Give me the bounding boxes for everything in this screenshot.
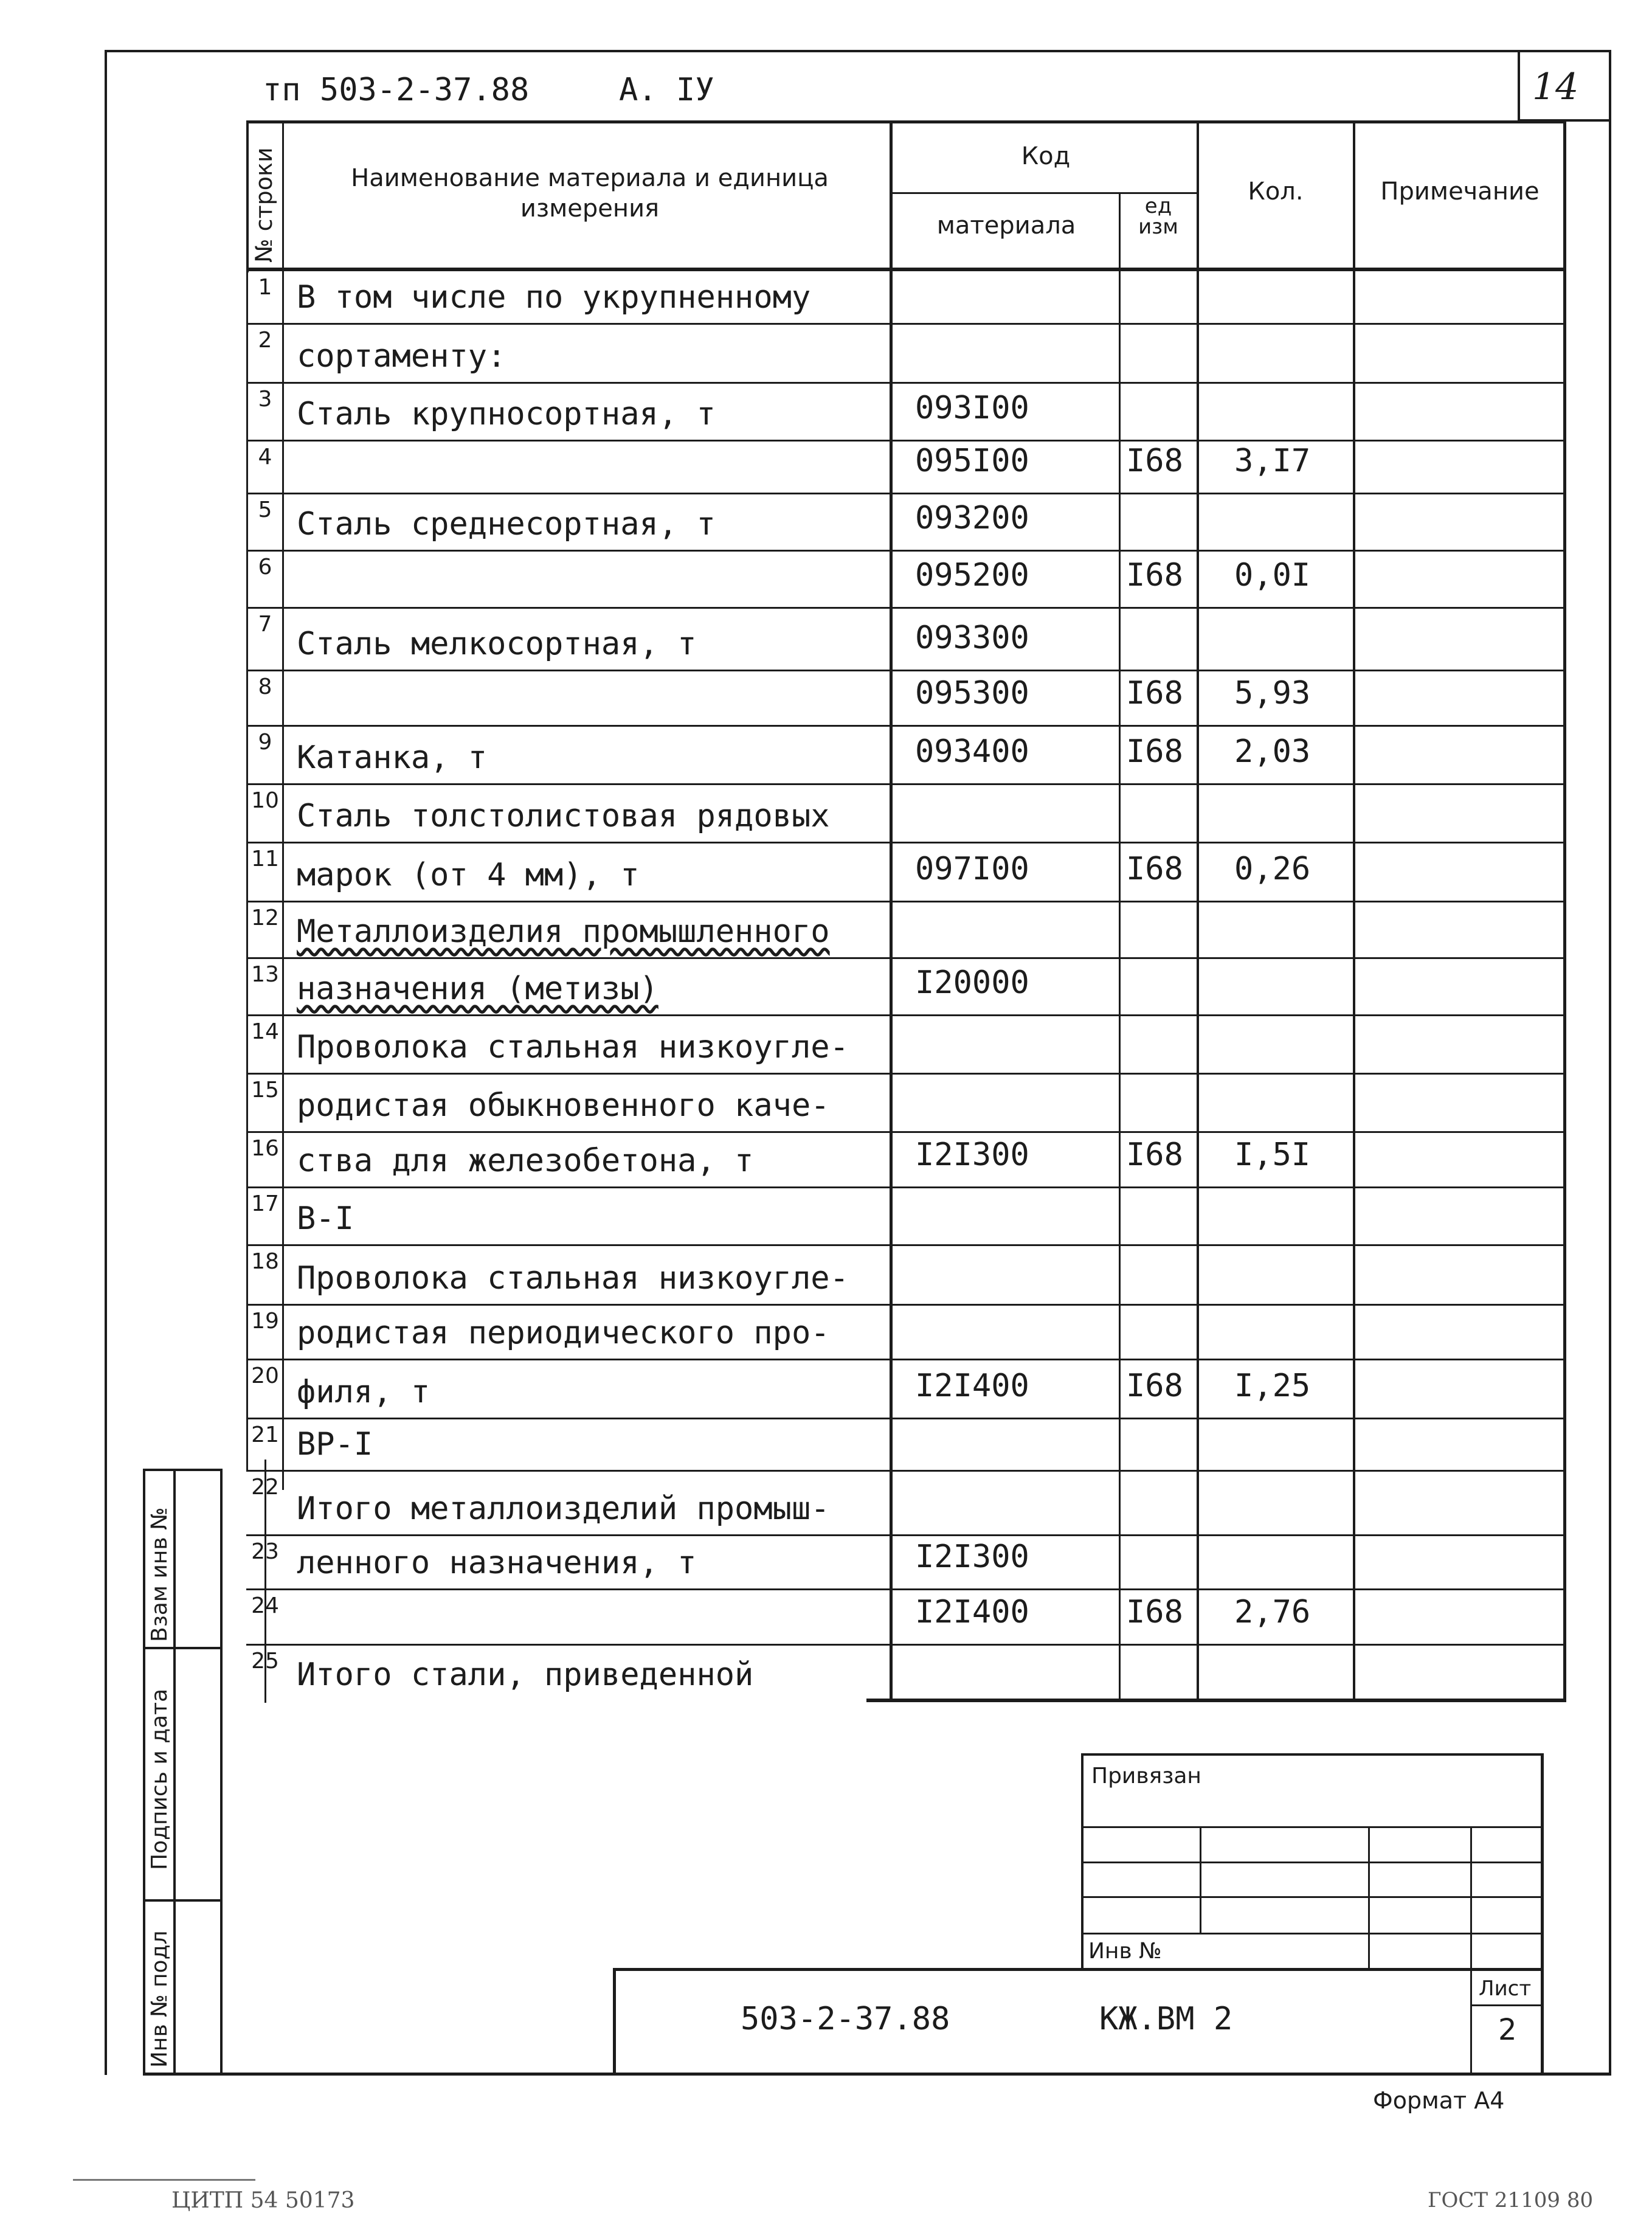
doc-code: тп 503-2-37.88 <box>263 72 530 108</box>
row-qty: I,25 <box>1234 1368 1311 1404</box>
row-number: 20 <box>251 1363 279 1388</box>
row-number: 3 <box>258 387 272 412</box>
row-unit: I68 <box>1126 1594 1183 1630</box>
row-code: 093200 <box>915 500 1029 536</box>
col-header-row-no: № строки <box>251 147 277 263</box>
side-label-inv-podl: Инв № подл <box>147 1930 172 2068</box>
row-number: 19 <box>251 1309 279 1334</box>
row-number: 2 <box>258 328 272 353</box>
col-header-code-material: материала <box>936 212 1076 240</box>
row-number: 7 <box>258 612 272 637</box>
row-name: Сталь крупносортная, т <box>297 396 716 432</box>
row-separator <box>246 1534 1566 1536</box>
row-name: назначения (метизы) <box>297 971 658 1007</box>
row-number: 5 <box>258 497 272 522</box>
row-separator <box>246 1644 1566 1646</box>
row-unit: I68 <box>1126 1368 1183 1404</box>
row-separator <box>246 1304 1566 1306</box>
row-name: В-I <box>297 1200 354 1237</box>
row-name: ВР-I <box>297 1426 373 1463</box>
row-name: марок (от 4 мм), т <box>297 857 640 893</box>
row-number: 10 <box>251 788 279 813</box>
inv-no-label: Инв № <box>1088 1939 1162 1964</box>
row-qty: 0,0I <box>1234 557 1311 594</box>
row-separator <box>246 842 1566 843</box>
row-number: 24 <box>251 1593 279 1618</box>
row-code: I20000 <box>915 965 1029 1001</box>
row-code: 095200 <box>915 557 1029 594</box>
row-separator <box>246 1470 1566 1472</box>
row-code: 095300 <box>915 675 1029 712</box>
row-separator <box>246 1131 1566 1133</box>
sheet-mark: 14 <box>1532 66 1579 108</box>
row-name: родистая периодического про- <box>297 1315 830 1351</box>
row-number: 18 <box>251 1249 279 1274</box>
row-qty: 2,76 <box>1234 1594 1311 1630</box>
list-label: Лист <box>1479 1976 1532 2001</box>
row-number: 8 <box>258 674 272 699</box>
row-name: филя, т <box>297 1374 430 1410</box>
row-number: 9 <box>258 730 272 755</box>
row-name: Сталь толстолистовая рядовых <box>297 798 830 834</box>
row-name: Итого металлоизделий промыш- <box>297 1491 830 1527</box>
row-separator <box>246 957 1566 959</box>
row-separator <box>246 901 1566 902</box>
row-name: Катанка, т <box>297 739 488 776</box>
row-unit: I68 <box>1126 443 1183 479</box>
row-number: 21 <box>251 1422 279 1447</box>
row-number: 12 <box>251 906 279 930</box>
row-code: 093I00 <box>915 390 1029 426</box>
row-number: 13 <box>251 962 279 987</box>
row-separator <box>246 725 1566 727</box>
row-number: 22 <box>251 1475 279 1500</box>
row-number: 23 <box>251 1539 279 1564</box>
row-name: Сталь мелкосортная, т <box>297 626 697 662</box>
row-name: Металлоизделия промышленного <box>297 913 830 950</box>
row-qty: 3,I7 <box>1234 443 1311 479</box>
row-code: 093400 <box>915 733 1029 770</box>
row-separator <box>246 440 1566 442</box>
col-header-name: Наименование материала и единица измерения <box>351 164 829 223</box>
row-name: Сталь среднесортная, т <box>297 506 716 542</box>
row-name: Проволока стальная низкоугле- <box>297 1029 849 1065</box>
row-number: 17 <box>251 1191 279 1216</box>
row-code: I2I300 <box>915 1137 1029 1173</box>
col-header-note: Примечание <box>1380 178 1540 206</box>
row-unit: I68 <box>1126 1137 1183 1173</box>
row-qty: I,5I <box>1234 1137 1311 1173</box>
row-separator <box>246 550 1566 552</box>
row-separator <box>246 1014 1566 1016</box>
row-separator <box>246 1359 1566 1360</box>
row-code: I2I400 <box>915 1594 1029 1630</box>
row-separator <box>246 1588 1566 1590</box>
row-code: I2I400 <box>915 1368 1029 1404</box>
row-separator <box>246 1244 1566 1246</box>
row-number: 25 <box>251 1649 279 1674</box>
side-label-vzam: Взам инв № <box>147 1507 172 1642</box>
side-label-podpis: Подпись и дата <box>147 1688 172 1870</box>
row-number: 6 <box>258 555 272 580</box>
row-qty: 2,03 <box>1234 733 1311 770</box>
row-separator <box>246 1073 1566 1075</box>
row-name: сортаменту: <box>297 338 506 375</box>
row-separator <box>246 382 1566 384</box>
col-header-code-unit: ед изм <box>1138 194 1178 239</box>
row-number: 15 <box>251 1078 279 1103</box>
row-separator <box>246 1418 1566 1419</box>
row-separator <box>246 783 1566 785</box>
row-number: 11 <box>251 847 279 871</box>
row-separator <box>246 323 1566 325</box>
col-header-code: Код <box>1021 142 1071 170</box>
row-unit: I68 <box>1126 733 1183 770</box>
row-unit: I68 <box>1126 851 1183 887</box>
row-name: ленного назначения, т <box>297 1545 697 1581</box>
row-name: родистая обыкновенного каче- <box>297 1087 830 1124</box>
row-separator <box>246 493 1566 494</box>
col-header-qty: Кол. <box>1248 178 1304 206</box>
row-separator <box>246 607 1566 609</box>
footer-left-code: ЦИТП 54 50173 <box>171 2188 355 2213</box>
row-code: 097I00 <box>915 851 1029 887</box>
row-qty: 5,93 <box>1234 675 1311 712</box>
list-number: 2 <box>1498 2013 1517 2047</box>
footer-right-code: ГОСТ 21109 80 <box>1428 2188 1594 2212</box>
row-unit: I68 <box>1126 675 1183 712</box>
row-name: Итого стали, приведенной <box>297 1657 754 1693</box>
row-code: I2I300 <box>915 1539 1029 1575</box>
row-code: 095I00 <box>915 443 1029 479</box>
row-unit: I68 <box>1126 557 1183 594</box>
row-number: 1 <box>258 275 272 300</box>
row-name: ства для железобетона, т <box>297 1143 754 1179</box>
row-number: 4 <box>258 445 272 469</box>
row-name: Проволока стальная низкоугле- <box>297 1260 849 1297</box>
row-qty: 0,26 <box>1234 851 1311 887</box>
row-number: 14 <box>251 1019 279 1044</box>
album-label: А. IУ <box>619 72 714 108</box>
row-code: 093300 <box>915 620 1029 656</box>
doc-mark: КЖ.ВМ 2 <box>1099 2001 1233 2037</box>
row-name: В том числе по укрупненному <box>297 279 811 316</box>
row-separator <box>246 670 1566 671</box>
row-number: 16 <box>251 1136 279 1161</box>
privyazan-label: Привязан <box>1091 1764 1201 1789</box>
format-label: Формат А4 <box>1373 2087 1505 2114</box>
row-separator <box>246 1186 1566 1188</box>
doc-number: 503-2-37.88 <box>741 2001 950 2037</box>
